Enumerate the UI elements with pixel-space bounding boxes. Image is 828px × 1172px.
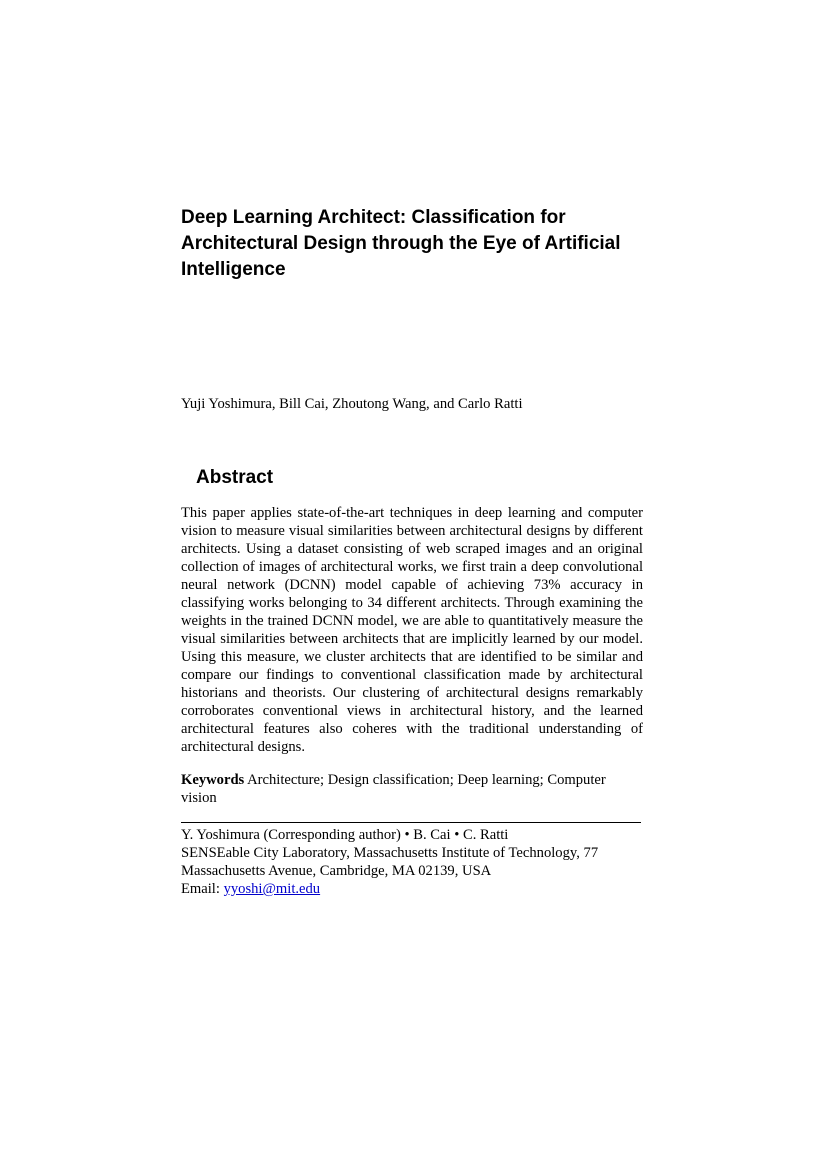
affiliation-line-2: Massachusetts Avenue, Cambridge, MA 02139, USA [181,863,492,879]
keywords-label: Keywords [181,772,245,788]
footnote-divider [181,822,641,823]
email-link[interactable]: yyoshi@mit.edu [223,881,321,897]
email-line [181,880,651,898]
abstract-heading: Abstract [196,467,274,488]
author-list: Yuji Yoshimura, Bill Cai, Zhoutong Wang, and Carlo Ratti [181,396,523,412]
keywords-paragraph [181,771,643,807]
author-affiliation [181,826,651,898]
paper-title: Deep Learning Architect: Classification for Architectural Design through the Eye of Artificial Intelligence [181,207,621,280]
keywords-list: Architecture; Design classification; Deep learning; Computer vision [181,772,606,806]
affiliation-line-1: SENSEable City Laboratory, Massachusetts Institute of Technology, 77 [181,845,599,861]
abstract-body: This paper applies state-of-the-art techniques in deep learning and computer vision to measure visual similarities between architectural designs by different architects. Using a dataset consisting of web scraped images and an original collection of images of architectural works, we first train a deep convolutional neural network (DCNN) model capable of achieving 73% accuracy in classifying works belonging to 34 different architects. Through examining the weights in the trained DCNN model, we are able to quantitatively measure the visual similarities between architects that are implicitly learned by our model. Using this measure, we cluster architects that are identified to be similar and compare our findings to conventional classification made by architectural historians and theorists. Our clustering of architectural designs remarkably corroborates conventional views in architectural history, and the learned architectural features also coheres with the traditional understanding of architectural designs. [181,505,643,755]
corresponding-authors-line: Y. Yoshimura (Corresponding author) • B. Cai • C. Ratti [181,827,509,843]
email-label: Email: [181,881,224,897]
